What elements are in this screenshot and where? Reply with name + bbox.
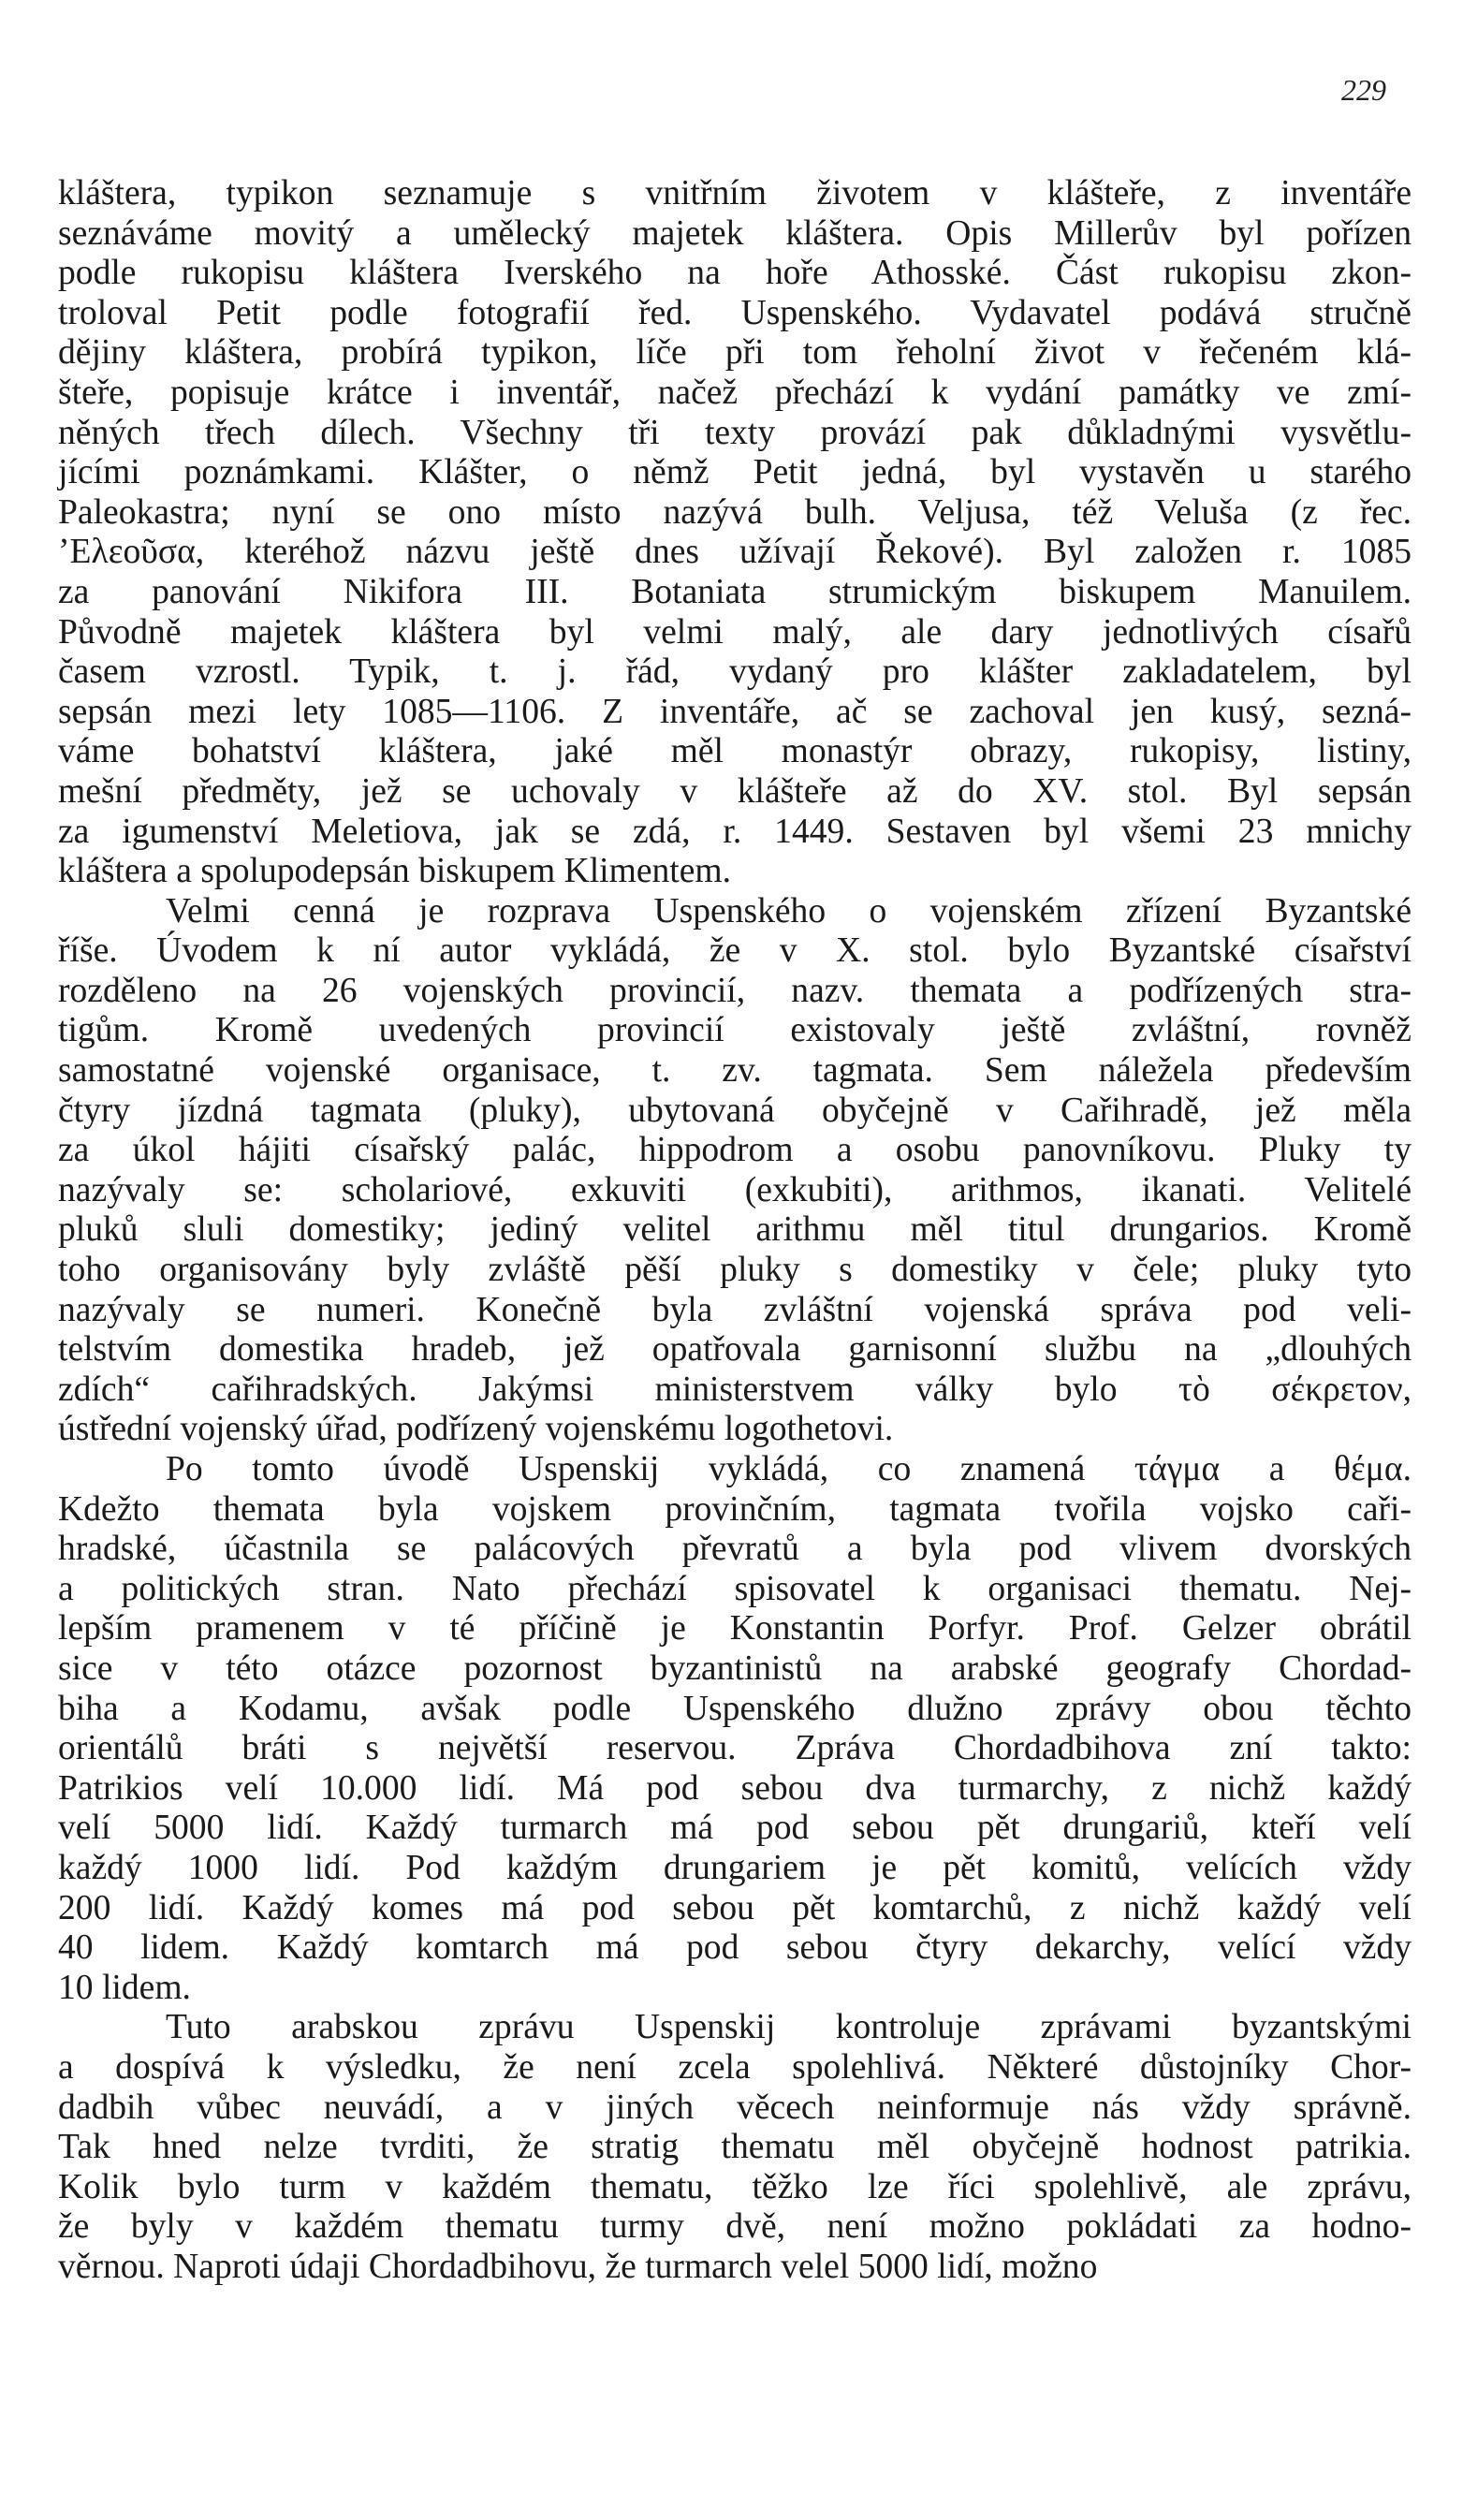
body-text: [58, 174, 1412, 2287]
text-line: Velmi cenná je rozprava Uspenského o vojenském zřízení Byzantské: [166, 891, 1412, 930]
text-line: čtyry jízdná tagmata (pluky), ubytovaná obyčejně v Cařihradě, jež měla: [58, 1091, 1412, 1130]
text-line: ústřední vojenský úřad, podřízený vojenskému logothetovi.: [58, 1410, 894, 1449]
text-line: velí 5000 lidí. Každý turmarch má pod sebou pět drungariů, kteří velí: [58, 1809, 1412, 1848]
text-line: kláštera, typikon seznamuje s vnitřním životem v klášteře, z inventáře: [58, 174, 1412, 212]
text-line: za igumenství Meletiova, jak se zdá, r. 1449. Sestaven byl všemi 23 mnichy: [58, 812, 1412, 851]
text-line: váme bohatství kláštera, jaké měl monastýr obrazy, rukopisy, listiny,: [58, 732, 1412, 771]
text-line: něných třech dílech. Všechny tři texty provází pak důkladnými vysvětlu-: [58, 413, 1412, 452]
text-line: toho organisovány byly zvláště pěší pluky s domestiky v čele; pluky tyto: [58, 1251, 1412, 1290]
text-line: sice v této otázce pozornost byzantinistů na arabské geografy Chordad-: [58, 1648, 1412, 1688]
page-number: 229: [1341, 73, 1386, 107]
text-line: a dospívá k výsledku, že není zcela spolehlivá. Některé důstojníky Chor-: [58, 2047, 1412, 2087]
text-line: zdích“ cařihradských. Jakýmsi ministerstvem války bylo τὸ σέκρετον,: [58, 1370, 1412, 1409]
text-line: a politických stran. Nato přechází spisovatel k organisaci thematu. Nej-: [58, 1569, 1412, 1608]
text-line: mešní předměty, jež se uchovaly v klášteře až do XV. stol. Byl sepsán: [58, 771, 1412, 811]
text-line: samostatné vojenské organisace, t. zv. tagmata. Sem náležela především: [58, 1051, 1412, 1091]
paragraph: [58, 174, 1412, 892]
paragraph: [58, 1450, 1412, 2008]
text-line: Tak hned nelze tvrditi, že stratig thematu měl obyčejně hodnost patrikia.: [58, 2128, 1412, 2167]
text-line: 10 lidem.: [58, 1968, 191, 2007]
text-line: časem vzrostl. Typik, t. j. řád, vydaný pro klášter zakladatelem, byl: [58, 652, 1412, 692]
text-line: rozděleno na 26 vojenských provincií, nazv. themata a podřízených stra-: [58, 971, 1412, 1010]
text-line: jícími poznámkami. Klášter, o němž Petit jedná, byl vystavěn u starého: [58, 453, 1412, 492]
text-line: Tuto arabskou zprávu Uspenskij kontroluje zprávami byzantskými: [166, 2008, 1412, 2047]
text-line: dadbih vůbec neuvádí, a v jiných věcech neinformuje nás vždy správně.: [58, 2088, 1412, 2127]
text-line: 40 lidem. Každý komtarch má pod sebou čtyry dekarchy, velící vždy: [58, 1928, 1412, 1968]
text-line: říše. Úvodem k ní autor vykládá, že v X. stol. bylo Byzantské císařství: [58, 931, 1412, 971]
text-line: pluků sluli domestiky; jediný velitel arithmu měl titul drungarios. Kromě: [58, 1210, 1412, 1250]
text-line: věrnou. Naproti údaji Chordadbihovu, že turmarch velel 5000 lidí, možno: [58, 2247, 1098, 2286]
text-line: hradské, účastnila se palácových převratů a byla pod vlivem dvorských: [58, 1530, 1412, 1569]
text-line: sepsán mezi lety 1085—1106. Z inventáře, ač se zachoval jen kusý, sezná-: [58, 692, 1412, 731]
text-line: nazývaly se numeri. Konečně byla zvláštní vojenská správa pod veli-: [58, 1290, 1412, 1329]
text-line: že byly v každém thematu turmy dvě, není možno pokládati za hodno-: [58, 2207, 1412, 2247]
text-line: biha a Kodamu, avšak podle Uspenského dlužno zprávy obou těchto: [58, 1689, 1412, 1728]
text-line: lepším pramenem v té příčině je Konstantin Porfyr. Prof. Gelzer obrátil: [58, 1609, 1412, 1648]
text-line: orientálů bráti s největší reservou. Zpráva Chordadbihova zní takto:: [58, 1729, 1412, 1768]
text-line: za úkol hájiti císařský palác, hippodrom a osobu panovníkovu. Pluky ty: [58, 1131, 1412, 1170]
paragraph: [58, 2008, 1412, 2287]
text-line: Kolik bylo turm v každém thematu, těžko lze říci spolehlivě, ale zprávu,: [58, 2167, 1412, 2206]
text-line: Patrikios velí 10.000 lidí. Má pod sebou dva turmarchy, z nichž každý: [58, 1768, 1412, 1808]
text-line: Po tomto úvodě Uspenskij vykládá, co znamená τάγμα a θέμα.: [166, 1450, 1412, 1488]
text-line: za panování Nikifora III. Botaniata strumickým biskupem Manuilem.: [58, 572, 1412, 611]
text-line: Původně majetek kláštera byl velmi malý, ale dary jednotlivých císařů: [58, 612, 1412, 652]
text-line: Kdežto themata byla vojskem provinčním, tagmata tvořila vojsko caři-: [58, 1489, 1412, 1529]
text-line: 200 lidí. Každý komes má pod sebou pět komtarchů, z nichž každý velí: [58, 1888, 1412, 1927]
text-line: ʼΕλεοῦσα, kteréhož názvu ještě dnes užívají Řekové). Byl založen r. 1085: [58, 533, 1412, 572]
text-line: Paleokastra; nyní se ono místo nazývá bulh. Veljusa, též Veluša (z řec.: [58, 492, 1412, 532]
text-line: tigům. Kromě uvedených provincií existovaly ještě zvláštní, rovněž: [58, 1011, 1412, 1050]
text-line: dějiny kláštera, probírá typikon, líče při tom řeholní život v řečeném klá-: [58, 333, 1412, 373]
text-line: troloval Petit podle fotografií řed. Uspenského. Vydavatel podává stručně: [58, 293, 1412, 332]
text-line: kláštera a spolupodepsán biskupem Klimentem.: [58, 852, 732, 891]
text-line: každý 1000 lidí. Pod každým drungariem je pět komitů, velících vždy: [58, 1848, 1412, 1887]
text-line: seznáváme movitý a umělecký majetek kláštera. Opis Millerův byl pořízen: [58, 213, 1412, 253]
text-line: podle rukopisu kláštera Iverského na hoře Athosské. Část rukopisu zkon-: [58, 254, 1412, 293]
text-line: nazývaly se: scholariové, exkuviti (exkubiti), arithmos, ikanati. Velitelé: [58, 1170, 1412, 1209]
paragraph: [58, 892, 1412, 1450]
text-line: šteře, popisuje krátce i inventář, načež přechází k vydání památky ve zmí-: [58, 373, 1412, 412]
text-line: telstvím domestika hradeb, jež opatřovala garnisonní službu na „dlouhých: [58, 1330, 1412, 1370]
